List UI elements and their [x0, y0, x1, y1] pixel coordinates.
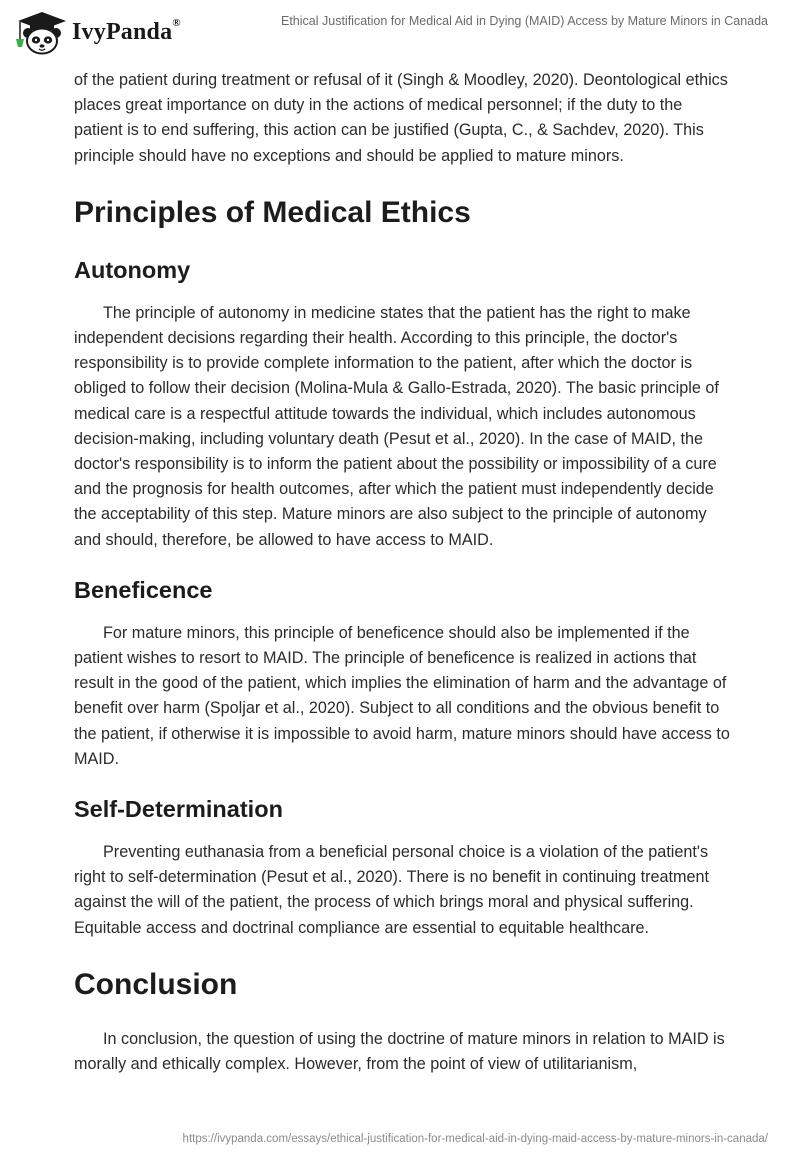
- section-heading-principles: Principles of Medical Ethics: [74, 195, 471, 229]
- autonomy-paragraph: The principle of autonomy in medicine states that the patient has the right to make independent decisions regarding their health. According to this principle, the doctor's responsibility is to provide complete information to the patient, after which the doctor is obliged to follow their decision (Molina-Mula & Gallo-Estrada, 2020). The basic principle of medical care is a respectful attitude towards the individual, which includes autonomous decision-making, including voluntary death (Pesut et al., 2020). In the case of MAID, the doctor's responsibility is to inform the patient about the possibility or impossibility of a cure and the prognosis for health outcomes, after which the patient must independently decide the acceptability of this step. Mature minors are also subject to the principle of autonomy and should, therefore, be allowed to have access to MAID.: [74, 303, 719, 549]
- brand-name: IvyPanda®: [72, 16, 181, 45]
- subheading-autonomy: Autonomy: [74, 256, 191, 283]
- source-url-link[interactable]: https://ivypanda.com/essays/ethical-justification-for-medical-aid-in-dying-maid-access-by-mature-minors-in-canada/: [182, 1133, 768, 1145]
- essay-content: [74, 68, 734, 1077]
- conclusion-paragraph: In conclusion, the question of using the doctrine of mature minors in relation to MAID is morally and ethically complex. However, from the point of view of utilitarianism,: [74, 1029, 725, 1074]
- page-header: [0, 0, 800, 60]
- subheading-beneficence: Beneficence: [74, 576, 213, 603]
- self-determination-paragraph: Preventing euthanasia from a beneficial personal choice is a violation of the patient's right to self-determination (Pesut et al., 2020). There is no benefit in continuing treatment against the will of the patient, the process of which brings moral and physical suffering. Equitable access and doctrinal compliance are essential to equitable healthcare.: [74, 843, 709, 937]
- brand-logo[interactable]: [12, 9, 181, 55]
- document-title: Ethical Justification for Medical Aid in Dying (MAID) Access by Mature Minors in Canada: [281, 14, 768, 28]
- panda-graduate-icon: [12, 9, 68, 55]
- section-heading-conclusion: Conclusion: [74, 967, 238, 1001]
- subheading-self-determination: Self-Determination: [74, 796, 283, 823]
- registered-mark: ®: [172, 16, 181, 29]
- intro-paragraph: of the patient during treatment or refusal of it (Singh & Moodley, 2020). Deontological ethics places great importance on duty in the actions of medical personnel; if the duty to the patient is to end suffering, this action can be justified (Gupta, C., & Sachdev, 2020). This principle should have no exceptions and should be applied to mature minors.: [74, 71, 728, 165]
- beneficence-paragraph: For mature minors, this principle of beneficence should also be implemented if the patient wishes to resort to MAID. The principle of beneficence is realized in actions that result in the good of the patient, which implies the elimination of harm and the advantage of benefit over harm (Spoljar et al., 2020). Subject to all conditions and the obvious benefit to the patient, if otherwise it is impossible to avoid harm, mature minors should have access to MAID.: [74, 623, 730, 768]
